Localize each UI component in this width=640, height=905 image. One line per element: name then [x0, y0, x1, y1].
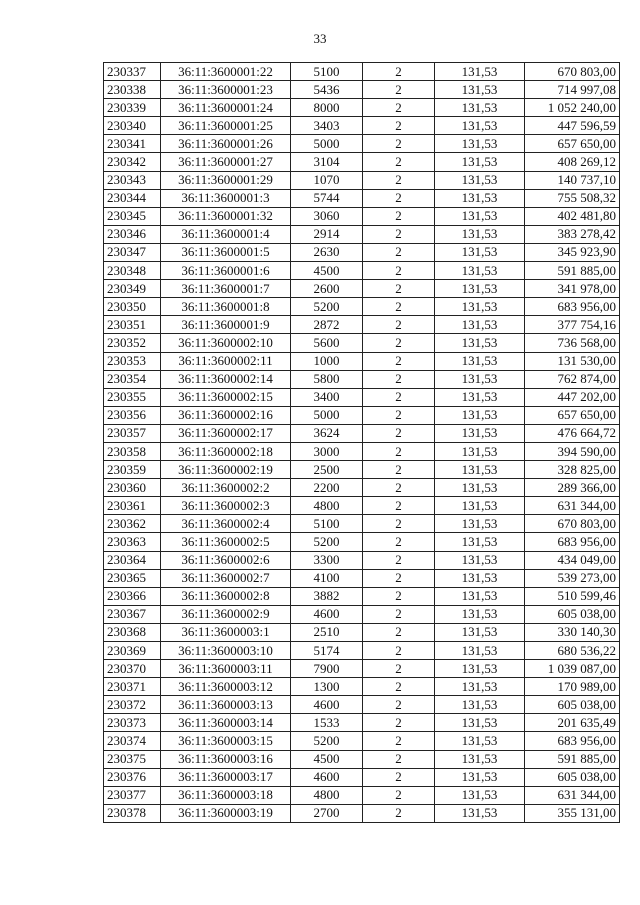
cell-group: 2: [363, 135, 435, 153]
cell-area: 5744: [291, 189, 363, 207]
cell-group: 2: [363, 117, 435, 135]
cell-group: 2: [363, 750, 435, 768]
cell-group: 2: [363, 189, 435, 207]
cell-rate: 131,53: [435, 81, 525, 99]
cell-record-id: 230344: [104, 189, 161, 207]
cell-rate: 131,53: [435, 750, 525, 768]
cell-group: 2: [363, 804, 435, 822]
cell-group: 2: [363, 623, 435, 641]
cell-area: 5100: [291, 515, 363, 533]
table-row: [104, 786, 620, 804]
cell-record-id: 230339: [104, 99, 161, 117]
cell-group: 2: [363, 605, 435, 623]
cell-record-id: 230341: [104, 135, 161, 153]
table-row: [104, 623, 620, 641]
table-row: [104, 424, 620, 442]
cell-group: 2: [363, 587, 435, 605]
cell-group: 2: [363, 298, 435, 316]
cell-rate: 131,53: [435, 99, 525, 117]
cell-cadastral-value: 377 754,16: [525, 316, 620, 334]
cell-rate: 131,53: [435, 804, 525, 822]
cell-area: 5200: [291, 298, 363, 316]
cell-cadastral-value: 762 874,00: [525, 370, 620, 388]
cell-cadastral-number: 36:11:3600002:18: [161, 442, 291, 460]
cell-group: 2: [363, 660, 435, 678]
cell-cadastral-value: 657 650,00: [525, 135, 620, 153]
cell-cadastral-number: 36:11:3600003:16: [161, 750, 291, 768]
cell-group: 2: [363, 515, 435, 533]
cell-rate: 131,53: [435, 370, 525, 388]
cell-rate: 131,53: [435, 442, 525, 460]
cell-cadastral-number: 36:11:3600003:10: [161, 642, 291, 660]
cell-record-id: 230354: [104, 370, 161, 388]
cell-rate: 131,53: [435, 623, 525, 641]
page-number: 33: [313, 31, 327, 46]
cell-cadastral-value: 714 997,08: [525, 81, 620, 99]
cell-area: 2914: [291, 225, 363, 243]
cell-record-id: 230372: [104, 696, 161, 714]
cell-cadastral-number: 36:11:3600001:29: [161, 171, 291, 189]
table-row: [104, 587, 620, 605]
cell-rate: 131,53: [435, 732, 525, 750]
cell-cadastral-value: 447 596,59: [525, 117, 620, 135]
cell-record-id: 230377: [104, 786, 161, 804]
table-row: [104, 298, 620, 316]
cell-record-id: 230343: [104, 171, 161, 189]
cell-rate: 131,53: [435, 424, 525, 442]
cell-cadastral-number: 36:11:3600001:25: [161, 117, 291, 135]
cell-cadastral-number: 36:11:3600003:12: [161, 678, 291, 696]
cell-rate: 131,53: [435, 497, 525, 515]
cell-record-id: 230355: [104, 388, 161, 406]
table-row: [104, 569, 620, 587]
cell-area: 1300: [291, 678, 363, 696]
table-row: [104, 497, 620, 515]
cell-rate: 131,53: [435, 316, 525, 334]
cell-area: 5000: [291, 406, 363, 424]
table-row: [104, 533, 620, 551]
cell-cadastral-value: 605 038,00: [525, 696, 620, 714]
cell-rate: 131,53: [435, 135, 525, 153]
table-row: [104, 81, 620, 99]
cell-area: 2500: [291, 461, 363, 479]
cell-group: 2: [363, 334, 435, 352]
cell-cadastral-value: 670 803,00: [525, 515, 620, 533]
table-row: [104, 63, 620, 81]
cell-cadastral-number: 36:11:3600002:17: [161, 424, 291, 442]
table-row: [104, 334, 620, 352]
cell-cadastral-number: 36:11:3600002:10: [161, 334, 291, 352]
cell-cadastral-value: 289 366,00: [525, 479, 620, 497]
cell-cadastral-number: 36:11:3600002:2: [161, 479, 291, 497]
cell-area: 4500: [291, 750, 363, 768]
table-row: [104, 153, 620, 171]
cell-area: 4100: [291, 569, 363, 587]
cell-area: 3300: [291, 551, 363, 569]
cell-cadastral-number: 36:11:3600001:7: [161, 280, 291, 298]
cell-group: 2: [363, 225, 435, 243]
cell-group: 2: [363, 352, 435, 370]
table-row: [104, 316, 620, 334]
cell-cadastral-value: 131 530,00: [525, 352, 620, 370]
cell-record-id: 230352: [104, 334, 161, 352]
cell-rate: 131,53: [435, 225, 525, 243]
cell-rate: 131,53: [435, 243, 525, 261]
cell-cadastral-number: 36:11:3600002:15: [161, 388, 291, 406]
cell-group: 2: [363, 461, 435, 479]
cell-cadastral-value: 657 650,00: [525, 406, 620, 424]
cell-cadastral-number: 36:11:3600001:6: [161, 262, 291, 280]
cell-cadastral-number: 36:11:3600002:16: [161, 406, 291, 424]
cell-group: 2: [363, 442, 435, 460]
cell-cadastral-value: 683 956,00: [525, 732, 620, 750]
cell-cadastral-number: 36:11:3600001:9: [161, 316, 291, 334]
cell-record-id: 230348: [104, 262, 161, 280]
cell-cadastral-value: 383 278,42: [525, 225, 620, 243]
table-row: [104, 678, 620, 696]
cell-rate: 131,53: [435, 587, 525, 605]
cell-record-id: 230366: [104, 587, 161, 605]
cell-cadastral-number: 36:11:3600003:18: [161, 786, 291, 804]
cell-cadastral-value: 140 737,10: [525, 171, 620, 189]
table-row: [104, 262, 620, 280]
table-row: [104, 515, 620, 533]
table-row: [104, 117, 620, 135]
cell-rate: 131,53: [435, 642, 525, 660]
cell-area: 4600: [291, 696, 363, 714]
cell-record-id: 230374: [104, 732, 161, 750]
cell-cadastral-number: 36:11:3600002:4: [161, 515, 291, 533]
cell-group: 2: [363, 207, 435, 225]
cell-cadastral-value: 341 978,00: [525, 280, 620, 298]
cell-cadastral-value: 755 508,32: [525, 189, 620, 207]
cell-record-id: 230369: [104, 642, 161, 660]
cell-area: 8000: [291, 99, 363, 117]
cell-rate: 131,53: [435, 406, 525, 424]
table-row: [104, 642, 620, 660]
cell-area: 3000: [291, 442, 363, 460]
table-row: [104, 352, 620, 370]
cell-area: 2630: [291, 243, 363, 261]
cell-group: 2: [363, 280, 435, 298]
cell-area: 3624: [291, 424, 363, 442]
cell-area: 4800: [291, 497, 363, 515]
cell-rate: 131,53: [435, 461, 525, 479]
cell-cadastral-value: 355 131,00: [525, 804, 620, 822]
cell-cadastral-value: 605 038,00: [525, 768, 620, 786]
cell-cadastral-value: 201 635,49: [525, 714, 620, 732]
cell-record-id: 230365: [104, 569, 161, 587]
cell-rate: 131,53: [435, 569, 525, 587]
cell-cadastral-number: 36:11:3600002:6: [161, 551, 291, 569]
cell-rate: 131,53: [435, 334, 525, 352]
cell-area: 2600: [291, 280, 363, 298]
cell-area: 2700: [291, 804, 363, 822]
table-row: [104, 171, 620, 189]
cell-record-id: 230367: [104, 605, 161, 623]
cell-cadastral-value: 434 049,00: [525, 551, 620, 569]
cell-cadastral-number: 36:11:3600001:5: [161, 243, 291, 261]
cell-cadastral-value: 1 052 240,00: [525, 99, 620, 117]
cell-cadastral-value: 680 536,22: [525, 642, 620, 660]
cell-record-id: 230362: [104, 515, 161, 533]
cell-group: 2: [363, 786, 435, 804]
table-row: [104, 605, 620, 623]
table-row: [104, 768, 620, 786]
cell-group: 2: [363, 424, 435, 442]
cell-cadastral-value: 683 956,00: [525, 298, 620, 316]
cell-area: 1000: [291, 352, 363, 370]
cell-rate: 131,53: [435, 605, 525, 623]
cell-cadastral-value: 670 803,00: [525, 63, 620, 81]
cell-record-id: 230340: [104, 117, 161, 135]
cell-cadastral-number: 36:11:3600003:15: [161, 732, 291, 750]
cell-cadastral-value: 476 664,72: [525, 424, 620, 442]
cell-area: 3400: [291, 388, 363, 406]
cell-group: 2: [363, 696, 435, 714]
cell-cadastral-number: 36:11:3600001:23: [161, 81, 291, 99]
cell-record-id: 230350: [104, 298, 161, 316]
cell-cadastral-number: 36:11:3600001:22: [161, 63, 291, 81]
table-body: [104, 63, 620, 823]
cell-rate: 131,53: [435, 117, 525, 135]
cell-cadastral-number: 36:11:3600003:1: [161, 623, 291, 641]
cell-group: 2: [363, 262, 435, 280]
table-row: [104, 243, 620, 261]
cell-record-id: 230345: [104, 207, 161, 225]
cell-group: 2: [363, 388, 435, 406]
cell-cadastral-number: 36:11:3600003:11: [161, 660, 291, 678]
table-row: [104, 660, 620, 678]
cell-rate: 131,53: [435, 352, 525, 370]
cell-rate: 131,53: [435, 515, 525, 533]
cell-cadastral-number: 36:11:3600002:3: [161, 497, 291, 515]
table-row: [104, 207, 620, 225]
cell-cadastral-number: 36:11:3600003:17: [161, 768, 291, 786]
table-row: [104, 750, 620, 768]
table-row: [104, 479, 620, 497]
cell-area: 3104: [291, 153, 363, 171]
cell-area: 4500: [291, 262, 363, 280]
cell-rate: 131,53: [435, 696, 525, 714]
cell-area: 3060: [291, 207, 363, 225]
cell-area: 1070: [291, 171, 363, 189]
cell-area: 3882: [291, 587, 363, 605]
cell-cadastral-number: 36:11:3600002:11: [161, 352, 291, 370]
cell-cadastral-value: 631 344,00: [525, 786, 620, 804]
cell-cadastral-value: 408 269,12: [525, 153, 620, 171]
cell-rate: 131,53: [435, 388, 525, 406]
cell-cadastral-number: 36:11:3600001:27: [161, 153, 291, 171]
cell-record-id: 230376: [104, 768, 161, 786]
cell-rate: 131,53: [435, 768, 525, 786]
cell-group: 2: [363, 406, 435, 424]
cell-record-id: 230347: [104, 243, 161, 261]
table-row: [104, 732, 620, 750]
cell-area: 2872: [291, 316, 363, 334]
cell-cadastral-number: 36:11:3600002:7: [161, 569, 291, 587]
table-row: [104, 442, 620, 460]
cell-area: 5100: [291, 63, 363, 81]
cell-cadastral-number: 36:11:3600001:32: [161, 207, 291, 225]
cell-cadastral-number: 36:11:3600003:14: [161, 714, 291, 732]
cell-cadastral-value: 345 923,90: [525, 243, 620, 261]
cell-group: 2: [363, 153, 435, 171]
cell-cadastral-value: 170 989,00: [525, 678, 620, 696]
cell-rate: 131,53: [435, 63, 525, 81]
cell-cadastral-value: 539 273,00: [525, 569, 620, 587]
cell-record-id: 230363: [104, 533, 161, 551]
cell-cadastral-number: 36:11:3600002:19: [161, 461, 291, 479]
cell-record-id: 230375: [104, 750, 161, 768]
cell-area: 5436: [291, 81, 363, 99]
cell-area: 5200: [291, 732, 363, 750]
cell-cadastral-value: 328 825,00: [525, 461, 620, 479]
cell-group: 2: [363, 497, 435, 515]
table-row: [104, 551, 620, 569]
table-row: [104, 280, 620, 298]
cell-area: 4800: [291, 786, 363, 804]
cell-rate: 131,53: [435, 786, 525, 804]
cell-group: 2: [363, 316, 435, 334]
cell-rate: 131,53: [435, 678, 525, 696]
cell-area: 5600: [291, 334, 363, 352]
table-row: [104, 370, 620, 388]
cell-group: 2: [363, 678, 435, 696]
cell-rate: 131,53: [435, 207, 525, 225]
table-row: [104, 135, 620, 153]
cell-group: 2: [363, 81, 435, 99]
cell-area: 5200: [291, 533, 363, 551]
cell-record-id: 230337: [104, 63, 161, 81]
cell-area: 3403: [291, 117, 363, 135]
cell-record-id: 230371: [104, 678, 161, 696]
cell-rate: 131,53: [435, 280, 525, 298]
cell-record-id: 230349: [104, 280, 161, 298]
land-plot-table: [103, 62, 620, 823]
cell-area: 1533: [291, 714, 363, 732]
cell-record-id: 230353: [104, 352, 161, 370]
table-row: [104, 461, 620, 479]
cell-cadastral-number: 36:11:3600001:3: [161, 189, 291, 207]
cell-record-id: 230351: [104, 316, 161, 334]
cell-area: 2200: [291, 479, 363, 497]
cell-cadastral-value: 591 885,00: [525, 750, 620, 768]
cell-record-id: 230342: [104, 153, 161, 171]
cell-rate: 131,53: [435, 153, 525, 171]
cell-cadastral-value: 1 039 087,00: [525, 660, 620, 678]
cell-rate: 131,53: [435, 660, 525, 678]
cell-record-id: 230373: [104, 714, 161, 732]
cell-record-id: 230358: [104, 442, 161, 460]
cell-record-id: 230346: [104, 225, 161, 243]
cell-cadastral-number: 36:11:3600001:4: [161, 225, 291, 243]
cell-cadastral-number: 36:11:3600002:14: [161, 370, 291, 388]
cell-cadastral-number: 36:11:3600003:19: [161, 804, 291, 822]
cell-area: 2510: [291, 623, 363, 641]
cell-rate: 131,53: [435, 171, 525, 189]
cell-group: 2: [363, 63, 435, 81]
cell-cadastral-number: 36:11:3600001:24: [161, 99, 291, 117]
table-row: [104, 99, 620, 117]
cell-rate: 131,53: [435, 533, 525, 551]
cell-cadastral-number: 36:11:3600002:9: [161, 605, 291, 623]
cell-group: 2: [363, 171, 435, 189]
cell-group: 2: [363, 533, 435, 551]
cell-cadastral-value: 736 568,00: [525, 334, 620, 352]
cell-group: 2: [363, 370, 435, 388]
cell-cadastral-value: 330 140,30: [525, 623, 620, 641]
cell-area: 4600: [291, 768, 363, 786]
cell-group: 2: [363, 479, 435, 497]
cell-area: 7900: [291, 660, 363, 678]
cell-cadastral-number: 36:11:3600003:13: [161, 696, 291, 714]
cell-cadastral-number: 36:11:3600002:5: [161, 533, 291, 551]
cell-record-id: 230357: [104, 424, 161, 442]
cell-record-id: 230360: [104, 479, 161, 497]
cell-cadastral-number: 36:11:3600001:26: [161, 135, 291, 153]
cell-cadastral-value: 394 590,00: [525, 442, 620, 460]
cell-rate: 131,53: [435, 262, 525, 280]
cell-cadastral-value: 605 038,00: [525, 605, 620, 623]
cell-group: 2: [363, 99, 435, 117]
cell-group: 2: [363, 642, 435, 660]
cell-record-id: 230378: [104, 804, 161, 822]
cell-record-id: 230364: [104, 551, 161, 569]
cell-record-id: 230338: [104, 81, 161, 99]
cell-group: 2: [363, 732, 435, 750]
table-row: [104, 406, 620, 424]
cell-cadastral-value: 683 956,00: [525, 533, 620, 551]
cell-group: 2: [363, 768, 435, 786]
table-row: [104, 189, 620, 207]
cell-cadastral-number: 36:11:3600002:8: [161, 587, 291, 605]
cell-rate: 131,53: [435, 551, 525, 569]
cell-cadastral-value: 447 202,00: [525, 388, 620, 406]
cell-rate: 131,53: [435, 714, 525, 732]
cell-cadastral-value: 591 885,00: [525, 262, 620, 280]
table-row: [104, 225, 620, 243]
cell-cadastral-number: 36:11:3600001:8: [161, 298, 291, 316]
cell-area: 5174: [291, 642, 363, 660]
cell-area: 5000: [291, 135, 363, 153]
cell-cadastral-value: 631 344,00: [525, 497, 620, 515]
cell-rate: 131,53: [435, 298, 525, 316]
cell-group: 2: [363, 551, 435, 569]
cell-group: 2: [363, 243, 435, 261]
cell-record-id: 230356: [104, 406, 161, 424]
table-row: [104, 804, 620, 822]
cell-record-id: 230359: [104, 461, 161, 479]
cell-group: 2: [363, 569, 435, 587]
cell-record-id: 230361: [104, 497, 161, 515]
table-row: [104, 388, 620, 406]
cell-cadastral-value: 510 599,46: [525, 587, 620, 605]
cell-record-id: 230368: [104, 623, 161, 641]
table-row: [104, 696, 620, 714]
cell-area: 5800: [291, 370, 363, 388]
cell-rate: 131,53: [435, 479, 525, 497]
cell-area: 4600: [291, 605, 363, 623]
cell-rate: 131,53: [435, 189, 525, 207]
cell-record-id: 230370: [104, 660, 161, 678]
cell-group: 2: [363, 714, 435, 732]
table-row: [104, 714, 620, 732]
cell-cadastral-value: 402 481,80: [525, 207, 620, 225]
